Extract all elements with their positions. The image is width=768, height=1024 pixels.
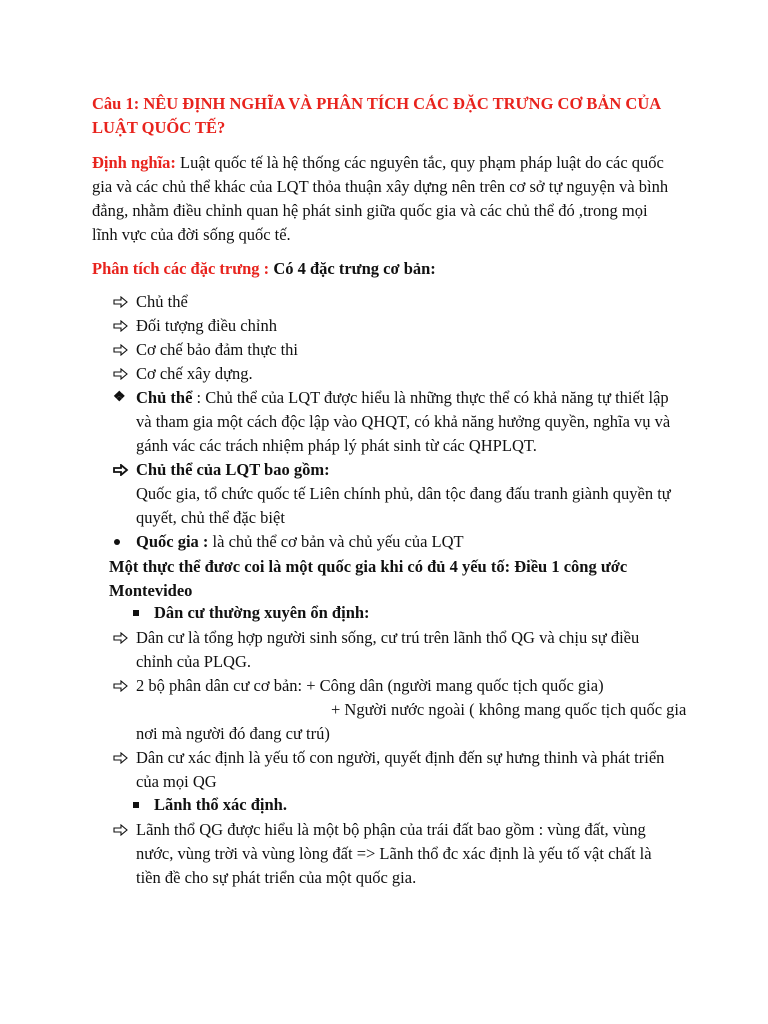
analysis-label: Phân tích các đặc trưng :: [92, 259, 270, 278]
analysis-summary: Có 4 đặc trưng cơ bản:: [269, 259, 436, 278]
subject-line1: : Chủ thể của LQT được hiểu là những thực thể có khả năng tự thiết lập: [192, 388, 669, 407]
analysis-heading: [92, 257, 436, 281]
diamond-bullet-icon: ❖: [113, 390, 126, 405]
state-text: là chủ thể cơ bản và chủ yếu của LQT: [208, 532, 464, 551]
definition-paragraph: [92, 151, 664, 175]
square-bullet-icon: [133, 610, 139, 616]
definition-line2: gia và các chủ thể khác của LQT thỏa thuận xây dựng nên trên cơ sở tự nguyện và bình: [92, 177, 669, 196]
arrow-bullet-icon: [113, 362, 131, 386]
arrow-bullet-bold-icon: [113, 458, 131, 482]
arrow-bullet-icon: [113, 674, 131, 698]
population-p1-line2: chỉnh của PLQG.: [136, 652, 252, 671]
territory-line2: nước, vùng trời và vùng lòng đất => Lãnh thổ đc xác định là yếu tố vật chất là: [136, 844, 652, 863]
definition-line1: Luật quốc tế là hệ thống các nguyên tắc, quy phạm pháp luật do các quốc: [175, 153, 664, 172]
feature-item-subject: Chủ thể: [136, 292, 188, 311]
arrow-bullet-icon: [113, 626, 131, 650]
territory-heading: Lãnh thổ xác định.: [154, 795, 287, 814]
subject-line3: gánh vác các trách nhiệm pháp lý phát sinh từ các QHPLQT.: [136, 436, 537, 455]
definition-line4: lĩnh vực của đời sống quốc tế.: [92, 225, 291, 244]
dot-bullet-icon: [114, 539, 120, 545]
montevideo-line2: Montevideo: [109, 581, 193, 600]
state-paragraph: [136, 530, 464, 554]
question-title-line2: LUẬT QUỐC TẾ?: [92, 118, 226, 137]
arrow-bullet-icon: [113, 290, 131, 314]
subject-line2: và tham gia một cách độc lập vào QHQT, có khả năng hưởng quyền, nghĩa vụ và: [136, 412, 671, 431]
population-p2-line2: + Người nước ngoài ( không mang quốc tịch quốc gia: [331, 700, 687, 719]
territory-line1: Lãnh thổ QG được hiểu là một bộ phận của trái đất bao gồm : vùng đất, vùng: [136, 820, 646, 839]
arrow-bullet-icon: [113, 314, 131, 338]
feature-item-building: Cơ chế xây dựng.: [136, 364, 253, 383]
population-p3-line2: của mọi QG: [136, 772, 217, 791]
arrow-bullet-icon: [113, 338, 131, 362]
definition-line3: đẳng, nhằm điều chỉnh quan hệ phát sinh giữa quốc gia và các chủ thể đó ,trong mọi: [92, 201, 648, 220]
subject-paragraph: [136, 386, 669, 410]
feature-item-enforcement: Cơ chế bảo đảm thực thi: [136, 340, 299, 359]
population-p3-line1: Dân cư xác định là yếu tố con người, quyết định đến sự hưng thinh và phát triển: [136, 748, 665, 767]
subjects-include-heading: Chủ thể của LQT bao gồm:: [136, 460, 330, 479]
definition-label: Định nghĩa:: [92, 153, 176, 172]
population-p2-line3: nơi mà người đó đang cư trú): [136, 724, 330, 743]
population-p1-line1: Dân cư là tổng hợp người sinh sống, cư trú trên lãnh thổ QG và chịu sự điều: [136, 628, 640, 647]
subjects-include-line2: quyết, chủ thể đặc biệt: [136, 508, 285, 527]
population-heading: Dân cư thường xuyên ổn định:: [154, 603, 370, 622]
montevideo-line1: Một thực thể đươc coi là một quốc gia khi có đủ 4 yếu tố: Điều 1 công ước: [109, 557, 628, 576]
question-title: [92, 92, 661, 116]
feature-item-object: Đối tượng điều chỉnh: [136, 316, 277, 335]
state-label: Quốc gia :: [136, 532, 209, 551]
question-title-line1: NÊU ĐỊNH NGHĨA VÀ PHÂN TÍCH CÁC ĐẶC TRƯNG CƠ BẢN CỦA: [139, 94, 662, 113]
subjects-include-line1: Quốc gia, tổ chức quốc tế Liên chính phủ, dân tộc đang đấu tranh giành quyền tự: [136, 484, 671, 503]
population-p2-line1: 2 bộ phân dân cư cơ bản: + Công dân (người mang quốc tịch quốc gia): [136, 676, 604, 695]
question-label: Câu 1:: [92, 94, 140, 113]
arrow-bullet-icon: [113, 818, 131, 842]
arrow-bullet-icon: [113, 746, 131, 770]
territory-line3: tiền đề cho sự phát triển của một quốc gia.: [136, 868, 417, 887]
subject-label: Chủ thể: [136, 388, 193, 407]
square-bullet-icon: [133, 802, 139, 808]
